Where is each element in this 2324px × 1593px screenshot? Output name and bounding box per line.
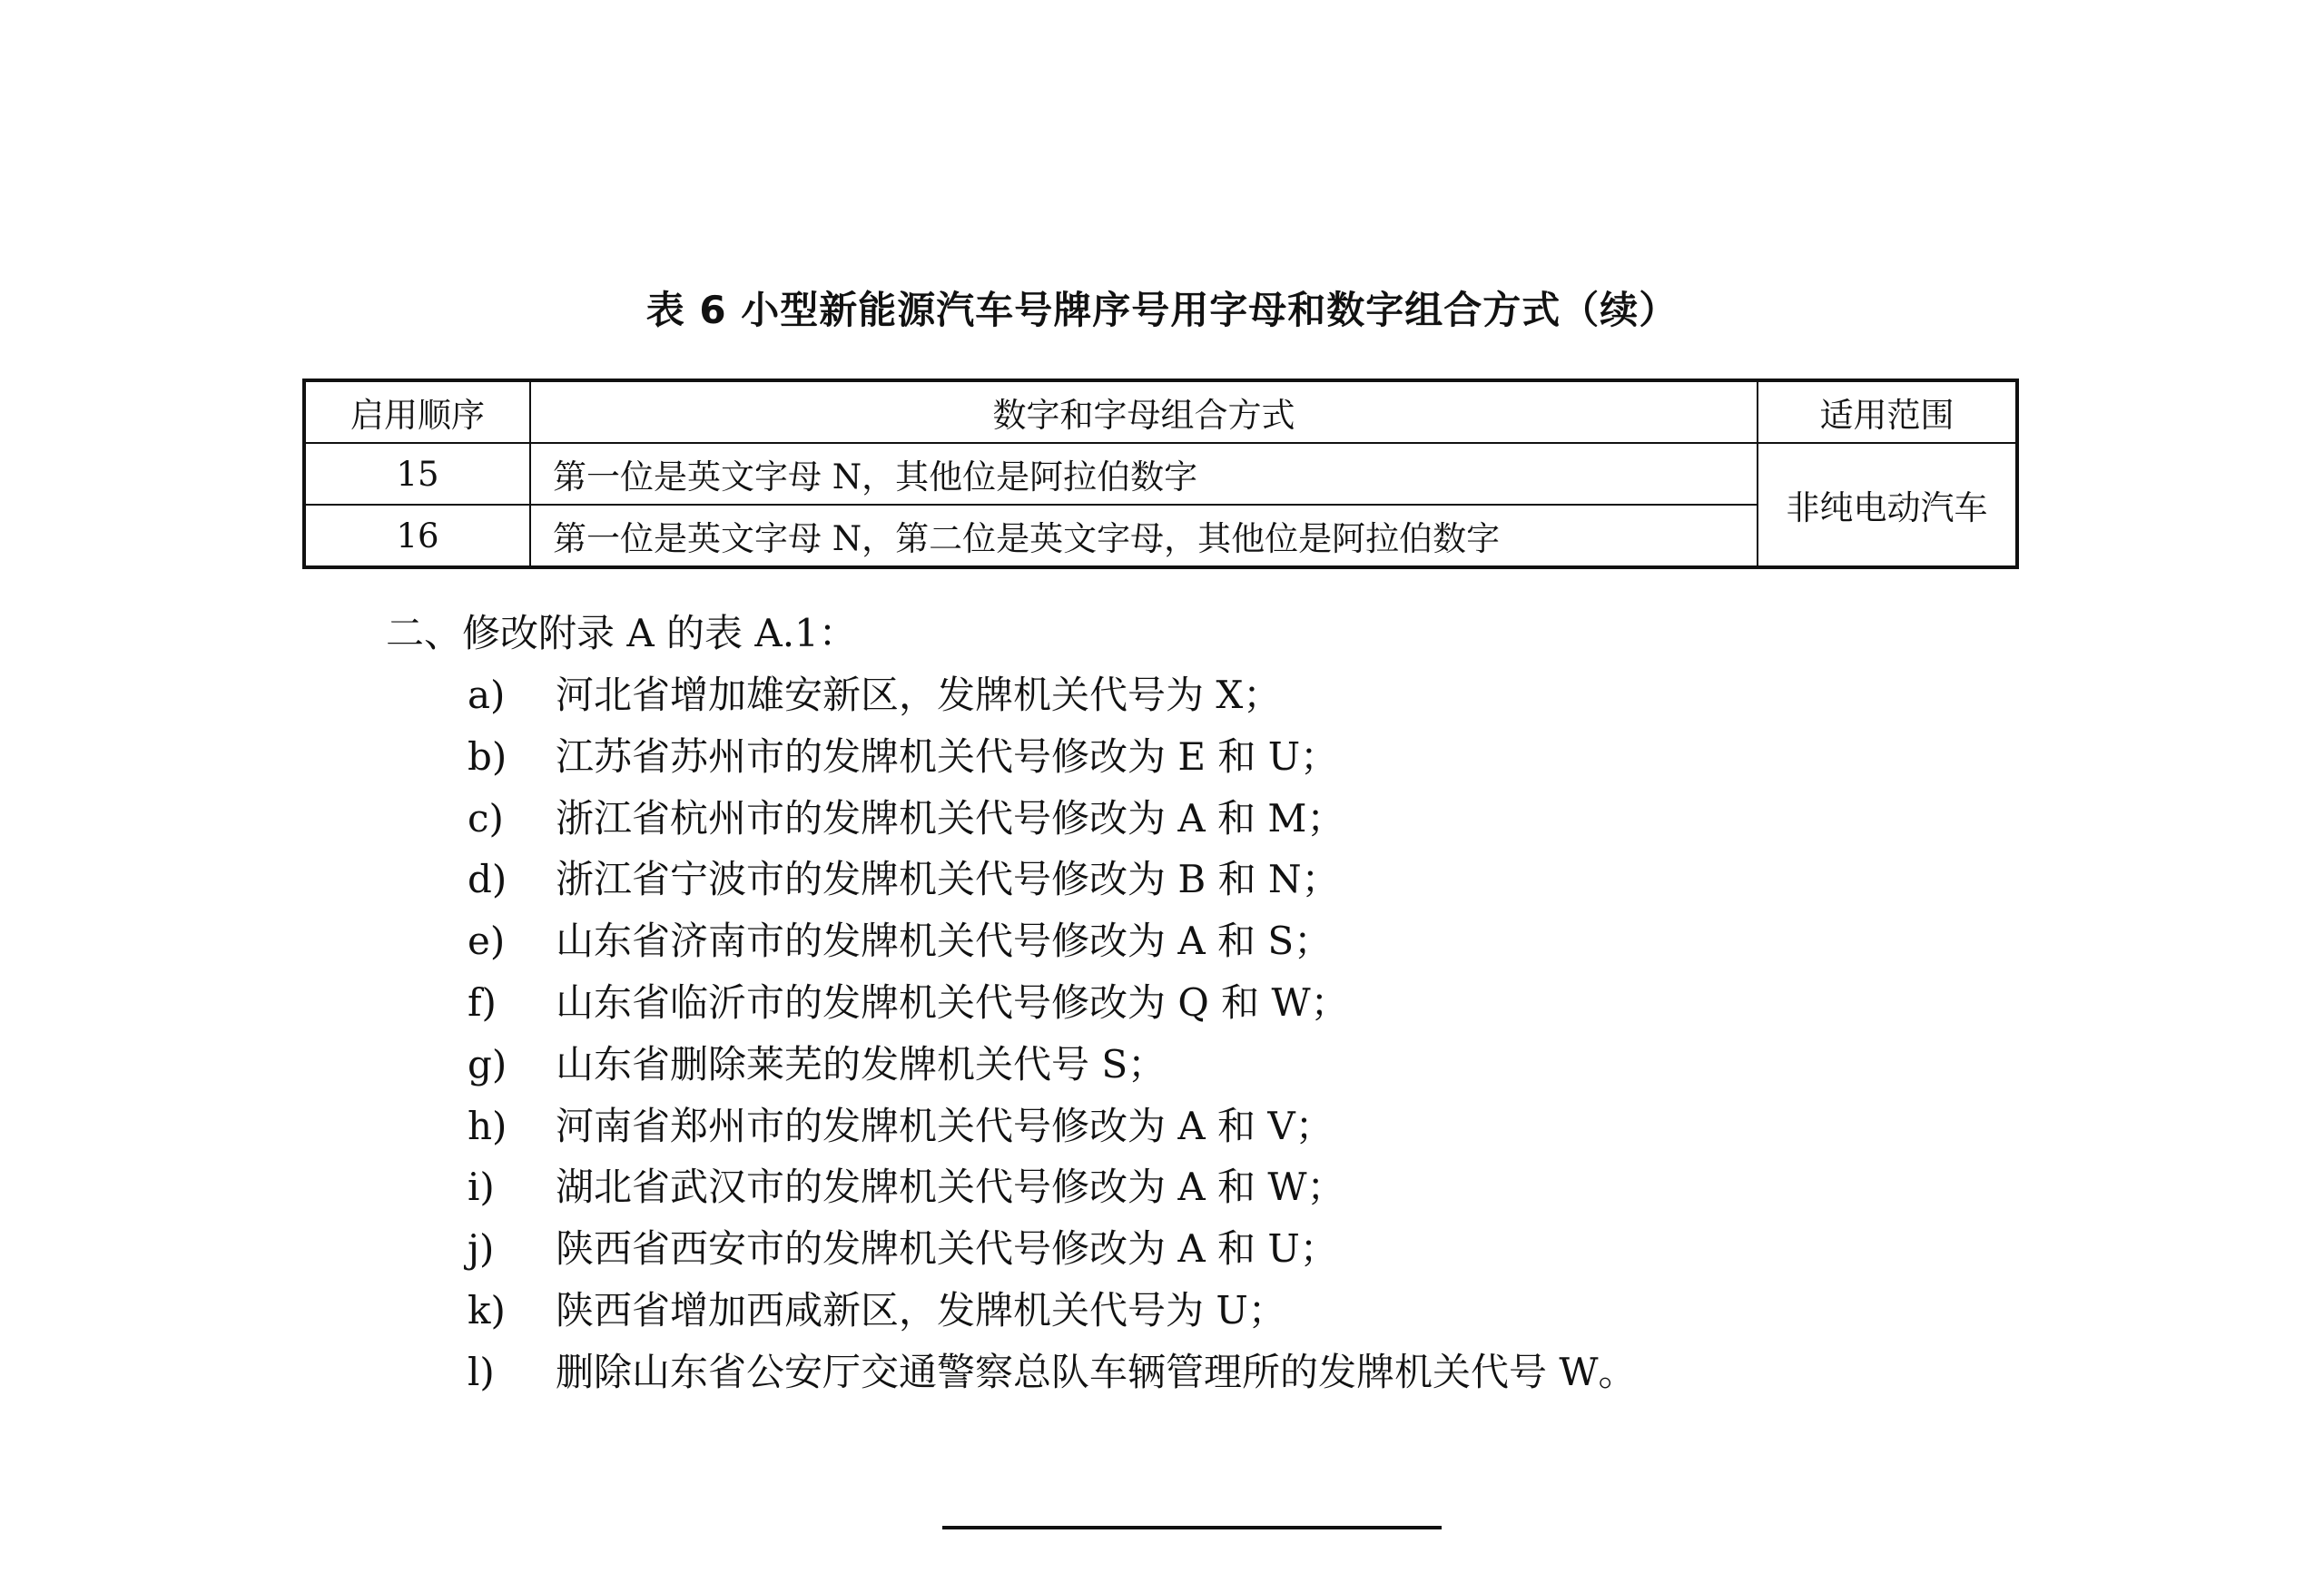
list-marker: g): [468, 1041, 507, 1087]
list-text: 陕西省增加西咸新区，发牌机关代号为 U；: [556, 1287, 1286, 1332]
list-marker: f): [468, 979, 497, 1025]
list-text: 山东省济南市的发牌机关代号修改为 A 和 S；: [556, 919, 1333, 964]
section-heading: 二、修改附录 A 的表 A.1：: [386, 611, 857, 655]
table-title: 表 6 小型新能源汽车号牌序号用字母和数字组合方式（续）: [645, 288, 1679, 332]
list-marker: l): [468, 1349, 495, 1394]
header-order: 启用顺序: [304, 380, 530, 443]
header-scope: 适用范围: [1758, 380, 2017, 443]
list-marker: a): [468, 673, 506, 717]
list-text: 河北省增加雄安新区，发牌机关代号为 X；: [556, 673, 1282, 717]
list-marker: b): [468, 733, 507, 779]
list-text: 湖北省武汉市的发牌机关代号修改为 A 和 W；: [556, 1165, 1345, 1210]
list-text: 陕西省西安市的发牌机关代号修改为 A 和 U；: [556, 1226, 1338, 1272]
header-combination: 数字和字母组合方式: [530, 380, 1758, 443]
list-text: 江苏省苏州市的发牌机关代号修改为 E 和 U；: [556, 733, 1339, 779]
list-marker: e): [468, 919, 506, 964]
list-marker: h): [468, 1103, 507, 1148]
table-header-row: [304, 380, 2017, 443]
list-text: 浙江省杭州市的发牌机关代号修改为 A 和 M；: [556, 795, 1345, 841]
list-marker: k): [468, 1287, 506, 1332]
list-marker: d): [468, 857, 507, 902]
row-order: 16: [304, 505, 530, 567]
plate-combination-table: [302, 379, 2019, 569]
table-row: [304, 443, 2017, 505]
list-text: 浙江省宁波市的发牌机关代号修改为 B 和 N；: [556, 857, 1340, 902]
row-scope-merged: 非纯电动汽车: [1758, 443, 2017, 567]
row-combination: 第一位是英文字母 N，第二位是英文字母，其他位是阿拉伯数字: [530, 505, 1758, 567]
list-text: 河南省郑州市的发牌机关代号修改为 A 和 V；: [556, 1103, 1334, 1148]
list-text: 删除山东省公安厅交通警察总队车辆管理所的发牌机关代号 W。: [556, 1349, 1637, 1394]
row-order: 15: [304, 443, 530, 505]
end-rule-divider: [942, 1526, 1442, 1529]
list-marker: c): [468, 795, 504, 841]
row-combination: 第一位是英文字母 N，其他位是阿拉伯数字: [530, 443, 1758, 505]
list-text: 山东省删除莱芜的发牌机关代号 S；: [556, 1041, 1167, 1087]
list-marker: j): [468, 1226, 495, 1272]
list-text: 山东省临沂市的发牌机关代号修改为 Q 和 W；: [556, 979, 1349, 1025]
list-marker: i): [468, 1165, 495, 1210]
